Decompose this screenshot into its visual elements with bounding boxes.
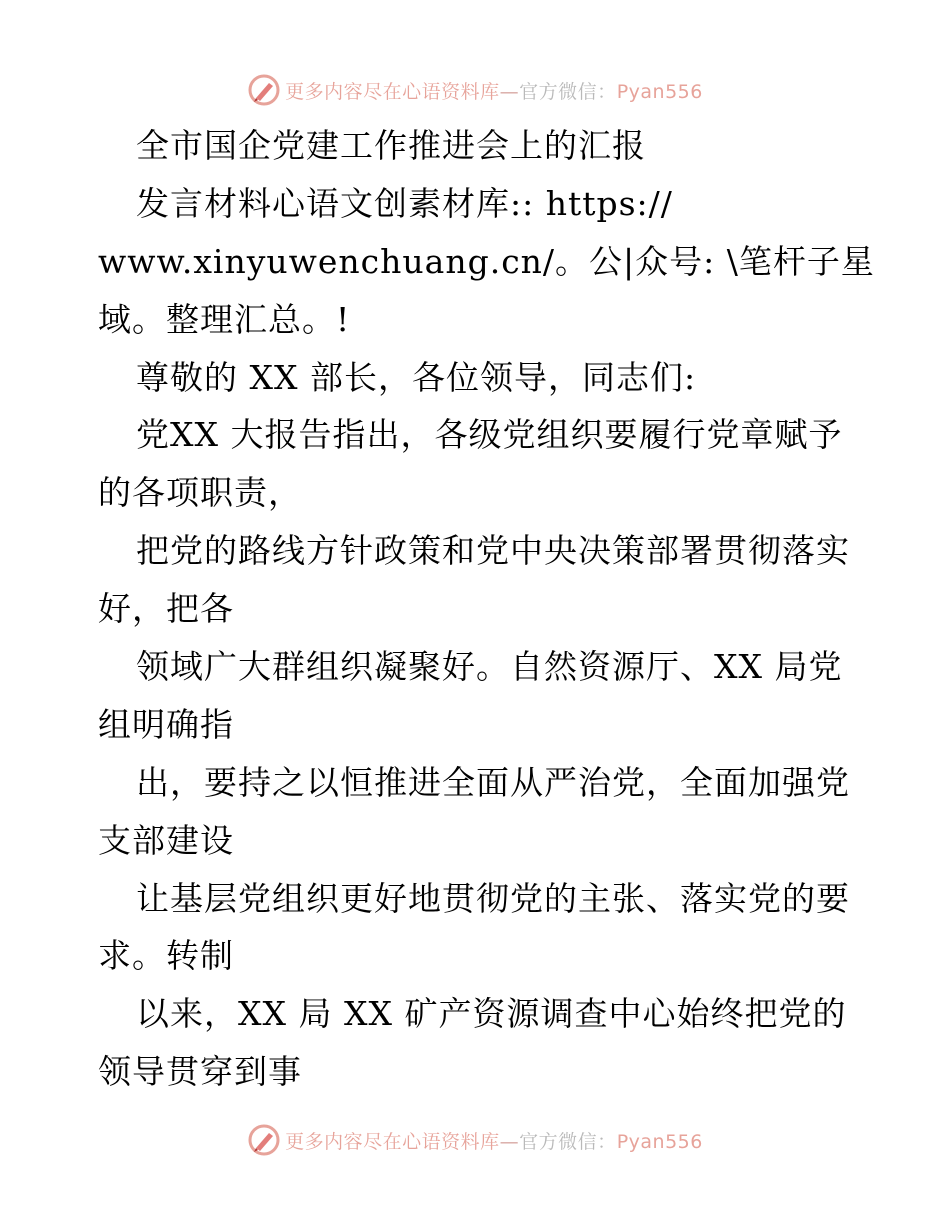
footer-separator: —	[499, 1130, 520, 1153]
header-brand-text: 更多内容尽在心语资料库	[285, 80, 500, 103]
doc-title-line-4: 域。整理汇总。!	[98, 299, 351, 339]
header-separator: —	[499, 80, 520, 103]
footer-brand-text: 更多内容尽在心语资料库	[285, 1130, 500, 1153]
footer-banner-text	[285, 1127, 703, 1154]
doc-paragraph-line: 领域广大群组织凝聚好。自然资源厅、XX 局党	[136, 647, 843, 687]
doc-title-line-1: 全市国企党建工作推进会上的汇报	[136, 126, 646, 165]
pen-logo-icon	[247, 73, 281, 107]
pen-logo-icon	[247, 1123, 281, 1157]
header-wechat-id: Pyan556	[616, 80, 703, 103]
footer-wechat-id: Pyan556	[616, 1130, 703, 1153]
doc-title-line-3: www.xinyuwenchuang.cn/。公|众号: \笔杆子星	[98, 241, 875, 281]
doc-paragraph-line: 领导贯穿到事	[98, 1052, 302, 1092]
header-banner-text	[285, 77, 703, 104]
doc-paragraph-line: 支部建设	[98, 820, 234, 860]
footer-wechat-label: 官方微信：	[519, 1130, 617, 1153]
document-body	[98, 117, 875, 1101]
doc-paragraph-line: 让基层党组织更好地贯彻党的主张、落实党的要	[136, 878, 850, 918]
doc-salutation: 尊敬的 XX 部长，各位领导，同志们:	[136, 357, 697, 397]
doc-paragraph-line: 以来，XX 局 XX 矿产资源调查中心始终把党的	[136, 994, 847, 1034]
doc-paragraph-line: 好，把各	[98, 589, 234, 629]
doc-paragraph-line: 出，要持之以恒推进全面从严治党，全面加强党	[136, 762, 850, 802]
doc-title-line-2: 发言材料心语文创素材库:: https://	[136, 183, 673, 223]
doc-paragraph-line: 党XX 大报告指出，各级党组织要履行党章赋予	[136, 415, 843, 455]
footer-banner	[0, 1120, 950, 1160]
doc-paragraph-line: 的各项职责，	[98, 473, 302, 513]
header-banner	[0, 70, 950, 110]
doc-paragraph-line: 求。转制	[98, 936, 234, 976]
header-wechat-label: 官方微信：	[519, 80, 617, 103]
doc-paragraph-line: 把党的路线方针政策和党中央决策部署贯彻落实	[136, 531, 850, 571]
doc-paragraph-line: 组明确指	[98, 704, 234, 744]
